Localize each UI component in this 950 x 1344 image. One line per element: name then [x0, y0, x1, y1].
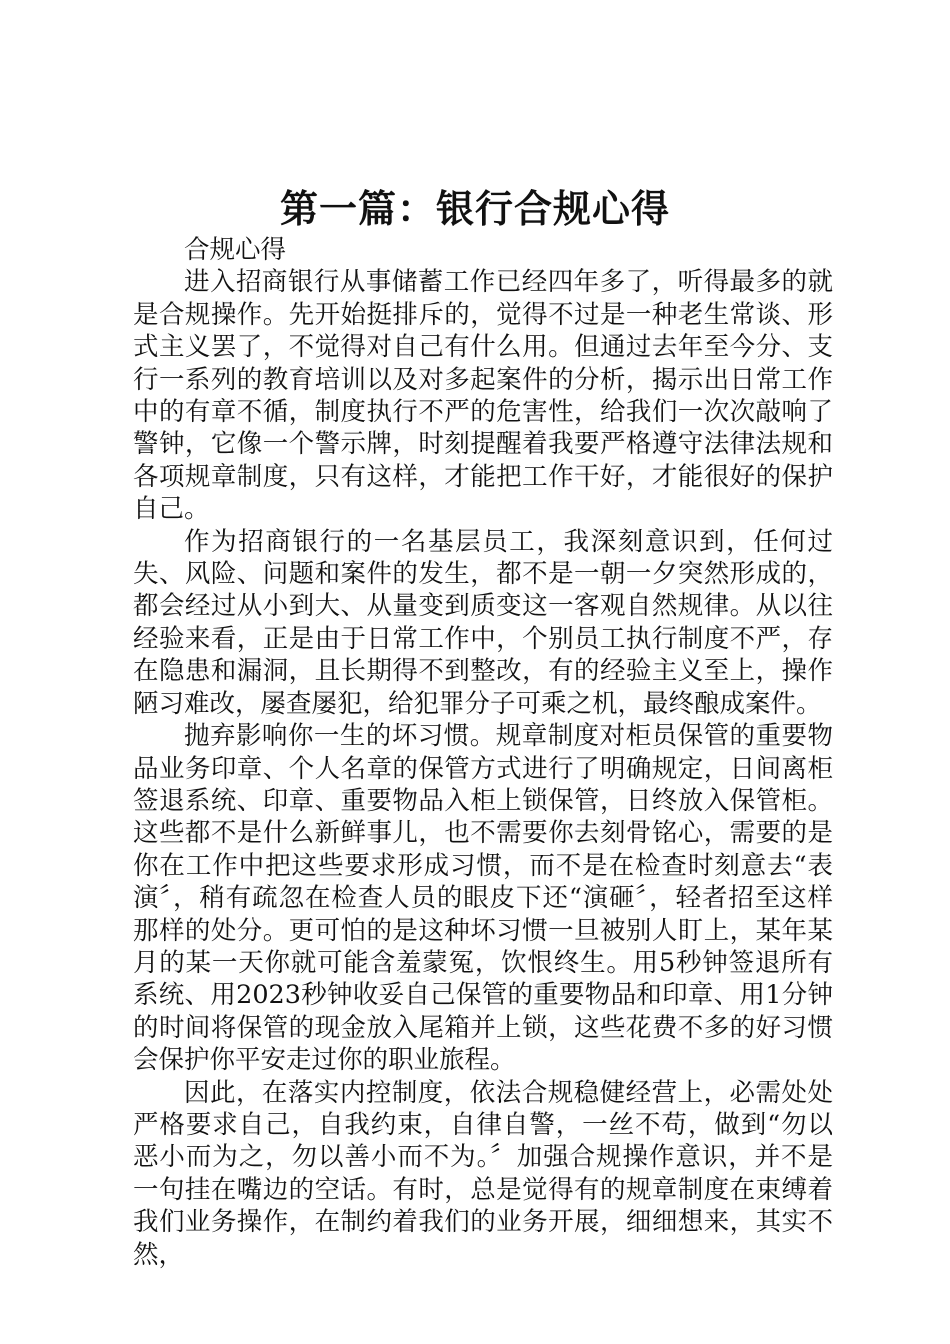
- paragraph: 抛弃影响你一生的坏习惯。规章制度对柜员保管的重要物品业务印章、个人名章的保管方式进行了明确规定，日间离柜签退系统、印章、重要物品入柜上锁保管，日终放入保管柜。这些都不是什么新鲜事儿，也不需要你去刻骨铭心，需要的是你在工作中把这些要求形成习惯，而不是在检查时刻意去“表演〞，稍有疏忽在检查人员的眼皮下还“演砸〞，轻者招至这样那样的处分。更可怕的是这种坏习惯一旦被别人盯上，某年某月的某一天你就可能含羞蒙冤，饮恨终生。用5秒钟签退所有系统、用2023秒钟收妥自己保管的重要物品和印章、用1分钟的时间将保管的现金放入尾箱并上锁，这些花费不多的好习惯会保护你平安走过你的职业旅程。: [133, 721, 833, 1076]
- paragraph: 进入招商银行从事储蓄工作已经四年多了，听得最多的就是合规操作。先开始挺排斥的，觉得不过是一种老生常谈、形式主义罢了，不觉得对自己有什么用。但通过去年至今分、支行一系列的教育培训以及对多起案件的分析，揭示出日常工作中的有章不循，制度执行不严的危害性，给我们一次次敲响了警钟，它像一个警示牌，时刻提醒着我要严格遵守法律法规和各项规章制度，只有这样，才能把工作干好，才能很好的保护自己。: [133, 267, 833, 525]
- document-title: 第一篇：银行合规心得: [279, 187, 670, 231]
- paragraph: 作为招商银行的一名基层员工，我深刻意识到，任何过失、风险、问题和案件的发生，都不是一朝一夕突然形成的，都会经过从小到大、从量变到质变这一客观自然规律。从以往经验来看，正是由于日常工作中，个别员工执行制度不严，存在隐患和漏洞，且长期得不到整改，有的经验主义至上，操作陋习难改，屡查屡犯，给犯罪分子可乘之机，最终酿成案件。: [133, 526, 833, 719]
- paragraph-subtitle: 合规心得: [184, 235, 287, 265]
- document-body: [133, 234, 833, 1271]
- paragraph: 因此，在落实内控制度，依法合规稳健经营上，必需处处严格要求自己，自我约束，自律自警，一丝不苟，做到“勿以恶小而为之，勿以善小而不为。〞加强合规操作意识，并不是一句挂在嘴边的空话。有时，总是觉得有的规章制度在束缚着我们业务操作，在制约着我们的业务开展，细细想来，其实不然，: [133, 1077, 833, 1270]
